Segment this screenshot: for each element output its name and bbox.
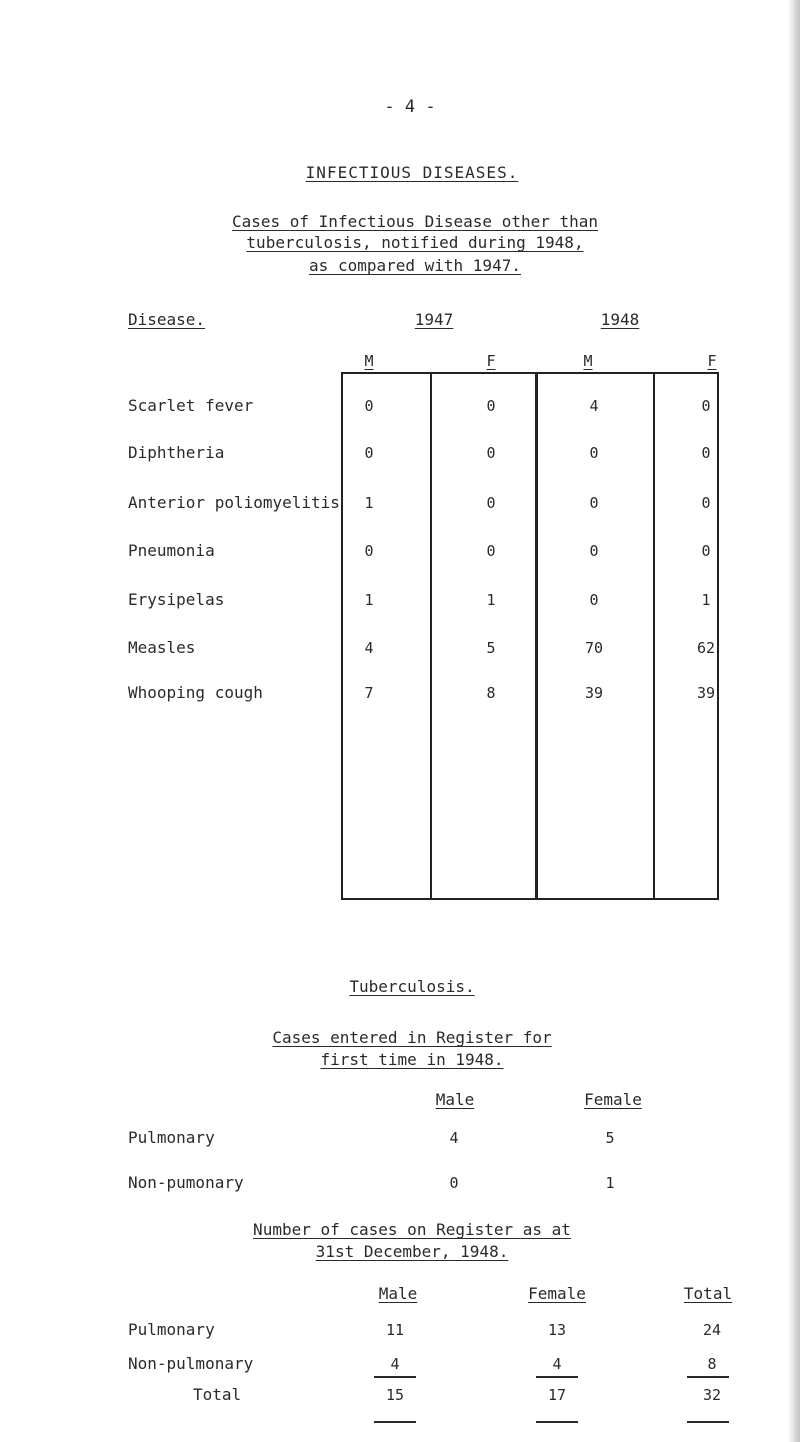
section1-title-line-3: as compared with 1947. bbox=[309, 256, 521, 275]
section3-total-header: Total bbox=[683, 1284, 733, 1303]
subheader-1947-f: F bbox=[486, 352, 496, 370]
subheader-1948-f: F bbox=[707, 352, 717, 370]
section2-male-header: Male bbox=[435, 1090, 475, 1109]
cell-1948-m: 39 bbox=[584, 684, 604, 702]
cell-1947-m: 0 bbox=[364, 444, 374, 462]
cell-1948-f: 62 bbox=[696, 639, 716, 657]
row-label: Non-pumonary bbox=[128, 1173, 244, 1192]
cell-1947-m: 0 bbox=[364, 397, 374, 415]
cell-female: 5 bbox=[605, 1129, 615, 1147]
cell-1948-m: 0 bbox=[589, 591, 599, 609]
row-label: Non-pulmonary bbox=[128, 1354, 254, 1373]
disease-label: Erysipelas bbox=[128, 590, 225, 609]
cell-1947-f: 0 bbox=[486, 542, 496, 560]
section3-male-header: Male bbox=[378, 1284, 418, 1303]
cell-female: 13 bbox=[547, 1321, 567, 1339]
disease-label: Anterior poliomyelitis bbox=[128, 493, 340, 512]
cell-1948-m: 0 bbox=[589, 542, 599, 560]
table-top-rule bbox=[341, 372, 719, 374]
tuberculosis-heading: Tuberculosis. bbox=[349, 977, 475, 996]
row-label: Pulmonary bbox=[128, 1128, 215, 1147]
cell-1947-m: 1 bbox=[364, 591, 374, 609]
disease-label: Measles bbox=[128, 638, 196, 657]
section3-female-header: Female bbox=[528, 1284, 586, 1303]
cell-female: 17 bbox=[547, 1386, 567, 1404]
cell-male: 4 bbox=[390, 1355, 400, 1373]
page-edge-shadow bbox=[788, 0, 800, 1442]
cell-1948-m: 70 bbox=[584, 639, 604, 657]
cell-1948-m: 0 bbox=[589, 494, 599, 512]
section2-female-header: Female bbox=[584, 1090, 642, 1109]
table-divider-3 bbox=[653, 372, 655, 900]
table-left-rule bbox=[341, 372, 343, 900]
table-right-rule bbox=[717, 372, 719, 900]
section2-title-line-2: first time in 1948. bbox=[320, 1050, 504, 1069]
cell-total: 32 bbox=[702, 1386, 722, 1404]
cell-1948-f: 0 bbox=[701, 494, 711, 512]
cell-1947-f: 8 bbox=[486, 684, 496, 702]
table-divider-2 bbox=[535, 372, 538, 900]
table-divider-1 bbox=[430, 372, 432, 900]
subheader-1947-m: M bbox=[364, 352, 374, 370]
subtotal-rule-male bbox=[374, 1376, 416, 1378]
section2-title-line-1: Cases entered in Register for bbox=[272, 1028, 552, 1047]
table-bottom-rule bbox=[341, 898, 719, 900]
disease-label: Pneumonia bbox=[128, 541, 215, 560]
cell-1947-f: 0 bbox=[486, 444, 496, 462]
total-rule-female bbox=[536, 1421, 578, 1423]
cell-1948-m: 0 bbox=[589, 444, 599, 462]
cell-1948-m: 4 bbox=[589, 397, 599, 415]
cell-1947-f: 0 bbox=[486, 494, 496, 512]
cell-male: 11 bbox=[385, 1321, 405, 1339]
cell-1948-f: 0 bbox=[701, 444, 711, 462]
disease-label: Diphtheria bbox=[128, 443, 225, 462]
cell-1948-f: 1 bbox=[701, 591, 711, 609]
total-rule-male bbox=[374, 1421, 416, 1423]
row-label: Total bbox=[193, 1385, 242, 1404]
year-1947-header: 1947 bbox=[414, 310, 454, 329]
cell-male: 0 bbox=[449, 1174, 459, 1192]
cell-1948-f: 0 bbox=[701, 542, 711, 560]
disease-label: Scarlet fever bbox=[128, 396, 254, 415]
cell-1947-m: 1 bbox=[364, 494, 374, 512]
page-number: - 4 - bbox=[384, 97, 436, 117]
year-1948-header: 1948 bbox=[600, 310, 640, 329]
section3-title-line-2: 31st December, 1948. bbox=[315, 1242, 509, 1261]
total-rule-total bbox=[687, 1421, 729, 1423]
cell-female: 1 bbox=[605, 1174, 615, 1192]
subheader-1948-m: M bbox=[583, 352, 593, 370]
cell-1947-f: 1 bbox=[486, 591, 496, 609]
cell-1948-f: 39 bbox=[696, 684, 716, 702]
cell-total: 8 bbox=[707, 1355, 717, 1373]
cell-1948-f: 0 bbox=[701, 397, 711, 415]
cell-female: 4 bbox=[552, 1355, 562, 1373]
section3-title-line-1: Number of cases on Register as at bbox=[253, 1220, 571, 1239]
cell-1947-m: 7 bbox=[364, 684, 374, 702]
section1-title-line-2: tuberculosis, notified during 1948, bbox=[246, 233, 584, 252]
cell-1947-f: 5 bbox=[486, 639, 496, 657]
cell-1947-m: 4 bbox=[364, 639, 374, 657]
subtotal-rule-female bbox=[536, 1376, 578, 1378]
disease-column-header: Disease. bbox=[128, 310, 206, 329]
subtotal-rule-total bbox=[687, 1376, 729, 1378]
cell-total: 24 bbox=[702, 1321, 722, 1339]
cell-1947-f: 0 bbox=[486, 397, 496, 415]
row-label: Pulmonary bbox=[128, 1320, 215, 1339]
cell-male: 4 bbox=[449, 1129, 459, 1147]
section1-title-line-1: Cases of Infectious Disease other than bbox=[231, 212, 599, 231]
disease-label: Whooping cough bbox=[128, 683, 263, 702]
page-heading: INFECTIOUS DISEASES. bbox=[305, 163, 519, 182]
cell-1947-m: 0 bbox=[364, 542, 374, 560]
cell-male: 15 bbox=[385, 1386, 405, 1404]
